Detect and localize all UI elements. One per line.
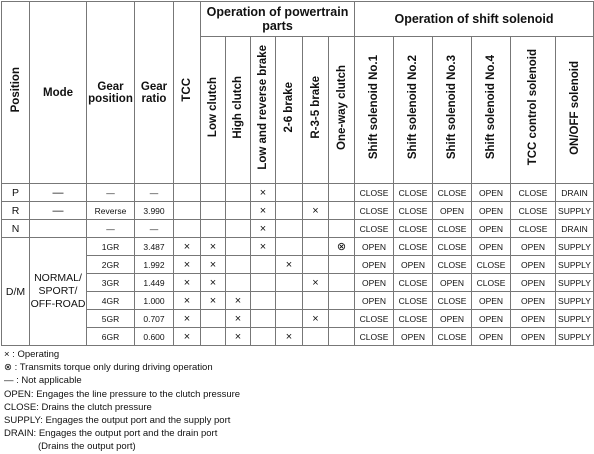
powertrain-cell (329, 292, 355, 310)
powertrain-cell (329, 274, 355, 292)
table-row (2, 328, 594, 346)
tcc-cell: × (174, 256, 201, 274)
powertrain-cell: × (226, 328, 251, 346)
legend-item: OPEN: Engages the line pressure to the clutch pressure (4, 388, 241, 400)
solenoid-cell: OPEN (472, 184, 511, 202)
powertrain-cell (251, 310, 276, 328)
powertrain-cell (251, 274, 276, 292)
solenoid-cell: OPEN (511, 256, 556, 274)
gear-cell: Reverse (87, 202, 135, 220)
solenoid-cell: CLOSE (472, 274, 511, 292)
tcc-cell: × (174, 292, 201, 310)
solenoid-cell: OPEN (472, 310, 511, 328)
solenoid-cell: SUPPLY (556, 292, 594, 310)
solenoid-cell: SUPPLY (556, 256, 594, 274)
powertrain-cell: × (303, 310, 329, 328)
powertrain-cell (226, 238, 251, 256)
tcc-cell: × (174, 274, 201, 292)
solenoid-cell: OPEN (472, 328, 511, 346)
gear-cell: 4GR (87, 292, 135, 310)
header-gear-position: Gear position (87, 2, 135, 184)
table-row (2, 220, 594, 238)
powertrain-cell (303, 328, 329, 346)
header-solenoid: ON/OFF solenoid (556, 37, 594, 184)
powertrain-cell: × (303, 274, 329, 292)
powertrain-cell (303, 184, 329, 202)
powertrain-cell: × (276, 328, 303, 346)
header-solenoid: TCC control solenoid (511, 37, 556, 184)
powertrain-cell: × (201, 256, 226, 274)
powertrain-cell (303, 220, 329, 238)
ratio-cell: 1.992 (135, 256, 174, 274)
tcc-cell: × (174, 310, 201, 328)
solenoid-cell: CLOSE (394, 220, 433, 238)
powertrain-cell (329, 256, 355, 274)
position-cell: P (2, 184, 30, 202)
header-powertrain-part: High clutch (226, 37, 251, 184)
powertrain-cell (226, 256, 251, 274)
ratio-cell: 1.449 (135, 274, 174, 292)
mode-cell: — (30, 184, 87, 202)
solenoid-cell: OPEN (511, 328, 556, 346)
header-solenoid: Shift solenoid No.3 (433, 37, 472, 184)
position-cell: D/M (2, 238, 30, 346)
tcc-cell (174, 220, 201, 238)
header-powertrain-part: Low clutch (201, 37, 226, 184)
solenoid-cell: CLOSE (433, 292, 472, 310)
powertrain-cell (276, 238, 303, 256)
header-solenoid-group: Operation of shift solenoid (355, 2, 594, 37)
tcc-cell (174, 202, 201, 220)
header-powertrain-part: Low and reverse brake (251, 37, 276, 184)
powertrain-cell (276, 220, 303, 238)
powertrain-cell: × (251, 202, 276, 220)
powertrain-cell: × (201, 238, 226, 256)
solenoid-cell: OPEN (394, 328, 433, 346)
powertrain-cell: × (251, 238, 276, 256)
solenoid-cell: SUPPLY (556, 202, 594, 220)
powertrain-cell: × (276, 256, 303, 274)
powertrain-cell (251, 256, 276, 274)
mode-cell: — (30, 202, 87, 220)
solenoid-cell: CLOSE (433, 328, 472, 346)
position-cell: N (2, 220, 30, 238)
solenoid-cell: DRAIN (556, 220, 594, 238)
powertrain-cell (303, 256, 329, 274)
ratio-cell: 3.487 (135, 238, 174, 256)
gear-cell: 5GR (87, 310, 135, 328)
solenoid-cell: OPEN (511, 274, 556, 292)
solenoid-cell: OPEN (355, 238, 394, 256)
ratio-cell: — (135, 220, 174, 238)
legend-item: CLOSE: Drains the clutch pressure (4, 401, 152, 413)
solenoid-cell: OPEN (472, 202, 511, 220)
solenoid-cell: CLOSE (433, 220, 472, 238)
powertrain-cell: × (201, 292, 226, 310)
powertrain-cell (201, 310, 226, 328)
solenoid-cell: CLOSE (355, 184, 394, 202)
solenoid-cell: CLOSE (355, 220, 394, 238)
table-row (2, 256, 594, 274)
header-position: Position (2, 2, 30, 184)
solenoid-cell: CLOSE (511, 184, 556, 202)
solenoid-cell: CLOSE (511, 202, 556, 220)
solenoid-cell: OPEN (355, 256, 394, 274)
legend-item: SUPPLY: Engages the output port and the supply port (4, 415, 231, 427)
ratio-cell: 1.000 (135, 292, 174, 310)
ratio-cell: — (135, 184, 174, 202)
header-powertrain-part: R-3-5 brake (303, 37, 329, 184)
solenoid-cell: CLOSE (433, 184, 472, 202)
solenoid-cell: CLOSE (394, 310, 433, 328)
tcc-cell (174, 184, 201, 202)
table-row (2, 274, 594, 292)
ratio-cell: 3.990 (135, 202, 174, 220)
powertrain-cell (329, 328, 355, 346)
tcc-cell: × (174, 238, 201, 256)
solenoid-cell: OPEN (433, 310, 472, 328)
powertrain-cell (201, 220, 226, 238)
solenoid-cell: CLOSE (394, 292, 433, 310)
solenoid-cell: SUPPLY (556, 328, 594, 346)
gear-cell: — (87, 184, 135, 202)
gear-cell: 1GR (87, 238, 135, 256)
header-powertrain-part: 2-6 brake (276, 37, 303, 184)
header-gear-ratio: Gear ratio (135, 2, 174, 184)
powertrain-cell (276, 292, 303, 310)
header-tcc: TCC (174, 2, 201, 184)
powertrain-cell: × (251, 184, 276, 202)
gear-cell: 6GR (87, 328, 135, 346)
powertrain-cell (201, 184, 226, 202)
powertrain-cell: × (226, 310, 251, 328)
table-row (2, 184, 594, 202)
solenoid-cell: CLOSE (394, 202, 433, 220)
solenoid-cell: CLOSE (394, 184, 433, 202)
gear-cell: 3GR (87, 274, 135, 292)
gear-cell: 2GR (87, 256, 135, 274)
powertrain-cell (276, 202, 303, 220)
solenoid-cell: CLOSE (355, 202, 394, 220)
header-mode: Mode (30, 2, 87, 184)
header-solenoid: Shift solenoid No.2 (394, 37, 433, 184)
header-powertrain-group: Operation of powertrain parts (201, 2, 355, 37)
solenoid-cell: OPEN (355, 292, 394, 310)
powertrain-cell (251, 328, 276, 346)
solenoid-cell: SUPPLY (556, 274, 594, 292)
solenoid-cell: OPEN (433, 274, 472, 292)
powertrain-cell (329, 310, 355, 328)
powertrain-cell (251, 292, 276, 310)
legend-item: × : Operating (4, 349, 60, 360)
mode-cell (30, 220, 87, 238)
solenoid-cell: CLOSE (472, 256, 511, 274)
table-row (2, 310, 594, 328)
solenoid-cell: CLOSE (355, 310, 394, 328)
legend (4, 348, 240, 454)
solenoid-cell: CLOSE (433, 256, 472, 274)
solenoid-cell: OPEN (472, 220, 511, 238)
solenoid-cell: CLOSE (355, 328, 394, 346)
position-cell: R (2, 202, 30, 220)
powertrain-cell (201, 202, 226, 220)
powertrain-cell: × (251, 220, 276, 238)
powertrain-cell: ⊗ (329, 238, 355, 256)
legend-item: — : Not applicable (4, 375, 82, 387)
powertrain-cell (303, 238, 329, 256)
powertrain-cell (329, 202, 355, 220)
solenoid-cell: CLOSE (394, 274, 433, 292)
header-solenoid: Shift solenoid No.1 (355, 37, 394, 184)
table-row (2, 238, 594, 256)
powertrain-cell (226, 184, 251, 202)
powertrain-cell (226, 202, 251, 220)
powertrain-cell (303, 292, 329, 310)
powertrain-cell (276, 274, 303, 292)
powertrain-cell: × (226, 292, 251, 310)
table-row (2, 202, 594, 220)
powertrain-cell (276, 184, 303, 202)
solenoid-cell: DRAIN (556, 184, 594, 202)
legend-item: DRAIN: Engages the output port and the drain port (4, 428, 218, 440)
table-row (2, 292, 594, 310)
tcc-cell: × (174, 328, 201, 346)
powertrain-cell: × (201, 274, 226, 292)
legend-item: ⊗ : Transmits torque only during driving operation (4, 362, 213, 374)
powertrain-cell (276, 310, 303, 328)
solenoid-cell: OPEN (433, 202, 472, 220)
solenoid-cell: SUPPLY (556, 238, 594, 256)
solenoid-cell: OPEN (511, 292, 556, 310)
solenoid-cell: OPEN (394, 256, 433, 274)
powertrain-cell (329, 184, 355, 202)
mode-cell: NORMAL/ SPORT/ OFF-ROAD (30, 238, 87, 346)
gear-cell: — (87, 220, 135, 238)
solenoid-cell: OPEN (511, 310, 556, 328)
header-solenoid: Shift solenoid No.4 (472, 37, 511, 184)
header-powertrain-part: One-way clutch (329, 37, 355, 184)
powertrain-cell (226, 220, 251, 238)
solenoid-cell: CLOSE (433, 238, 472, 256)
solenoid-cell: OPEN (355, 274, 394, 292)
powertrain-cell (329, 220, 355, 238)
ratio-cell: 0.600 (135, 328, 174, 346)
solenoid-cell: OPEN (472, 292, 511, 310)
legend-item: (Drains the output port) (38, 441, 136, 453)
powertrain-cell (201, 328, 226, 346)
powertrain-cell (226, 274, 251, 292)
powertrain-cell: × (303, 202, 329, 220)
ratio-cell: 0.707 (135, 310, 174, 328)
solenoid-cell: CLOSE (511, 220, 556, 238)
solenoid-cell: SUPPLY (556, 310, 594, 328)
solenoid-cell: OPEN (472, 238, 511, 256)
solenoid-cell: CLOSE (394, 238, 433, 256)
operation-table (1, 1, 594, 346)
solenoid-cell: OPEN (511, 238, 556, 256)
